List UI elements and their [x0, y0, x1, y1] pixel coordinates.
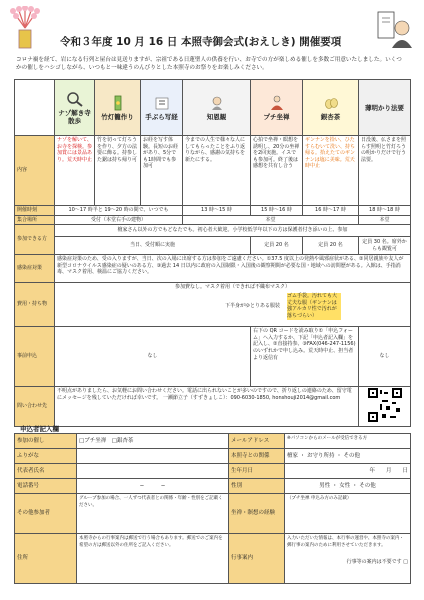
- eligibility-cell: 檀家さん以外の方でもどなたでも。初心者大歓迎。小学校低学年以下の方は保護者付き添いの上、参加: [55, 225, 411, 237]
- row-label-sanka: 参加できる方: [15, 225, 55, 255]
- time-cell: 16 時〜17 時: [303, 206, 359, 216]
- label-furigana: ふりがな: [15, 449, 77, 464]
- row-label-naiyou: 内容: [15, 136, 55, 206]
- event-label: ナゾ解き寺散歩: [58, 108, 91, 125]
- event-label: 薄明かり法要: [365, 103, 404, 112]
- qr-code-icon[interactable]: [368, 388, 402, 422]
- content-cell: ギンナンを拾い、ひたすらむいて洗い、持ち帰る。拾えたてのギンナンは塩に美味。荒天時中止: [303, 136, 359, 206]
- reg-none-cell: なし: [359, 327, 411, 387]
- label-mail: メールアドレス: [229, 434, 285, 449]
- event-houyou: [359, 80, 411, 136]
- page-title: 令和３年度 10 月 16 日 本照寺御会式(おえしき) 開催要項: [60, 36, 342, 48]
- meditation-icon: [269, 95, 285, 111]
- event-table: [14, 79, 411, 427]
- event-label: プチ坐禅: [263, 112, 290, 121]
- relation-options[interactable]: 檀家 ・ お守り所持 ・ その他: [285, 449, 411, 464]
- bamboo-lantern-icon: [111, 95, 125, 111]
- label-event: 参加の催し: [15, 434, 77, 449]
- event-label: 銀杏茶: [320, 112, 341, 121]
- birth-field[interactable]: 年 月 日: [285, 464, 411, 479]
- capacity-cell: 定員 20 名: [303, 237, 359, 255]
- label-other: その他参加者: [15, 494, 77, 534]
- hands-icon: [209, 95, 225, 111]
- capacity-cell: 定員 20 名: [251, 237, 303, 255]
- exp-field[interactable]: （プチ坐禅 申込み方のみ記載）: [285, 494, 411, 534]
- place-cell: 受付（本堂右手の建物）: [55, 215, 183, 225]
- brush-icon: [154, 95, 170, 111]
- place-cell: 本堂: [183, 215, 359, 225]
- event-label: 竹灯籠作り: [101, 112, 134, 121]
- event-label: 知恩観: [206, 112, 227, 121]
- event-takedoro: [95, 80, 141, 136]
- label-sex: 性別: [229, 479, 285, 494]
- table-corner: [15, 80, 55, 136]
- time-cell: 15 時〜16 時: [251, 206, 303, 216]
- other-field[interactable]: グループ参加の場合、一人ずつ代表者との関係・年齢・性別をご記載ください。: [77, 494, 229, 534]
- label-news: 行事案内: [229, 534, 285, 584]
- event-nazotoki: [55, 80, 95, 136]
- ginkgo-icon: [323, 95, 339, 111]
- label-name: 代表者氏名: [15, 464, 77, 479]
- row-label-hiyou: 費用・持ち物: [15, 283, 55, 327]
- zazen-clothing: 下半身がゆとりある服装: [225, 303, 281, 310]
- row-label-toi: 問い合わせ先: [15, 387, 55, 427]
- addr-field[interactable]: 本照寺からの行事案内は郵送で行う場合もあります。郵送でのご案内を希望の方は郵送以外の住所をご記入ください。: [77, 534, 229, 584]
- capacity-cell: 当日、受付順に実施: [55, 237, 251, 255]
- content-cell: ナゾを解いて、お寺を探検。参加賞には景品あり。荒天時中止: [55, 136, 95, 206]
- content-cell: お経を写す体験。長短のお経があり、5分でも1時間でも参加可: [141, 136, 183, 206]
- news-optout-checkbox[interactable]: 行事等の案内は不要です □: [346, 559, 408, 565]
- time-cell: 13 時〜15 時: [183, 206, 251, 216]
- row-label-kaisai: 開催時刻: [15, 206, 55, 216]
- sex-options[interactable]: 男性 ・ 女性 ・ その他: [285, 479, 411, 494]
- content-cell: 日没後、仏さまを照らす照明と竹灯ろうの明かりだけで行う法要。: [359, 136, 411, 206]
- mail-field[interactable]: ※パソコンからのメールが受信できる方: [285, 434, 411, 449]
- label-birth: 生年月日: [229, 464, 285, 479]
- content-cell: 今までの人生で様々な人にしてもらったことをふり返りながら、感謝の気持ちを新たにする。: [183, 136, 251, 206]
- content-cell: 竹を切って灯ろうを作り、夕方の法要に飾る。持参した鋸は持ち帰り可: [95, 136, 141, 206]
- application-form: [14, 433, 411, 584]
- ginnan-items: ゴム手袋。汚れても大丈夫な服（ギンナンは強アルカリ性で汚れが落ちづらい）: [287, 293, 341, 319]
- time-cell: 10〜17 時半と 19〜20 時の間で、いつでも: [55, 206, 183, 216]
- row-label-basho: 集合場所: [15, 215, 55, 225]
- form-title: 申込者記入欄: [20, 425, 59, 433]
- event-ginnan: [303, 80, 359, 136]
- event-shakyo: [141, 80, 183, 136]
- label-exp: 坐禅・瞑想の経験: [229, 494, 285, 534]
- event-chionkan: [183, 80, 251, 136]
- reg-none-cell: なし: [55, 327, 251, 387]
- name-field[interactable]: [77, 464, 229, 479]
- lantern-illustration: [8, 6, 42, 50]
- phone-field[interactable]: − −: [77, 479, 229, 494]
- cost-main: 参加費なし。マスク着用（できれば不織布マスク）: [174, 284, 290, 291]
- qr-cell: [359, 387, 411, 427]
- row-label-jizen: 事前申込: [15, 327, 55, 387]
- cost-cell: [55, 283, 411, 327]
- event-zazen: [251, 80, 303, 136]
- intro-text: コロナ禍を経て、岩になる行列と屋台は見送りますが、宗祖である日蓮聖人の供養を行い、お寺での方が楽しめる催しを多数ご用意いたしました。いくつかの催しをハシゴしながら、いつもと一味違うのんびりとした本照寺のお祭りをお楽しみください。: [16, 57, 402, 71]
- label-phone: 電話番号: [15, 479, 77, 494]
- covid-cell: 感染症対策のため、受の入りますが、当日、次の入場に出席する方は参加をご遠慮ください。①37.5 度以上の発熱や風邪症状がある、②同居親族や友人が新型コロナウイルス感染症の疑いのある方、③過去 14 日以内に政府の入国制限・入国後の観察期間が必要な国・地域への訪問歴がある。入館は、手指消毒、マスク着用、検温にご協力ください。: [55, 255, 411, 283]
- reg-method-cell: 右下の QR コードを読み取り①「申込フォーム」へ入力するか、下記「申込者記入欄」を記入し、②直接持参、③FAX(046-247-1156)のいずれかで申し込み。荒天時中止、担当者より返信有: [251, 327, 359, 387]
- news-field[interactable]: [285, 534, 411, 584]
- event-label: 手ぶら写経: [145, 112, 178, 121]
- capacity-cell: 定員 30 名。席外からも観覧可: [359, 237, 411, 255]
- label-relation: 本照寺との関係: [229, 449, 285, 464]
- contact-cell: 不明点がありましたら、お気軽にお問い合わせください。電話に出られないことが多いのですので、折り返しの連絡のため、留守電にメッセージを残していただければ幸いです。 一瀬節立子（すずきょしこ）：090-6030-1850, honshouji2014@gmail.com: [55, 387, 359, 427]
- furigana-field[interactable]: [77, 449, 229, 464]
- row-label-kanshi: 感染症対策: [15, 255, 55, 283]
- detective-icon: [66, 91, 84, 107]
- place-cell: 本堂: [359, 215, 411, 225]
- time-cell: 18 時〜18 時: [359, 206, 411, 216]
- label-addr: 住所: [15, 534, 77, 584]
- content-cell: 心拍で坐禅・瞑想を誘明し、20分の坐禅を2回実施。イスでも参加可。終了後は感想を共有し合う: [251, 136, 303, 206]
- news-note: 入力いただいた情報は、本行事の運営や、本照寺の案内・郵行事の案内のために利用させていただきます。: [287, 536, 404, 548]
- monk-illustration: [372, 8, 416, 52]
- event-checkboxes[interactable]: □プチ坐禅 □銀杏茶: [77, 434, 229, 449]
